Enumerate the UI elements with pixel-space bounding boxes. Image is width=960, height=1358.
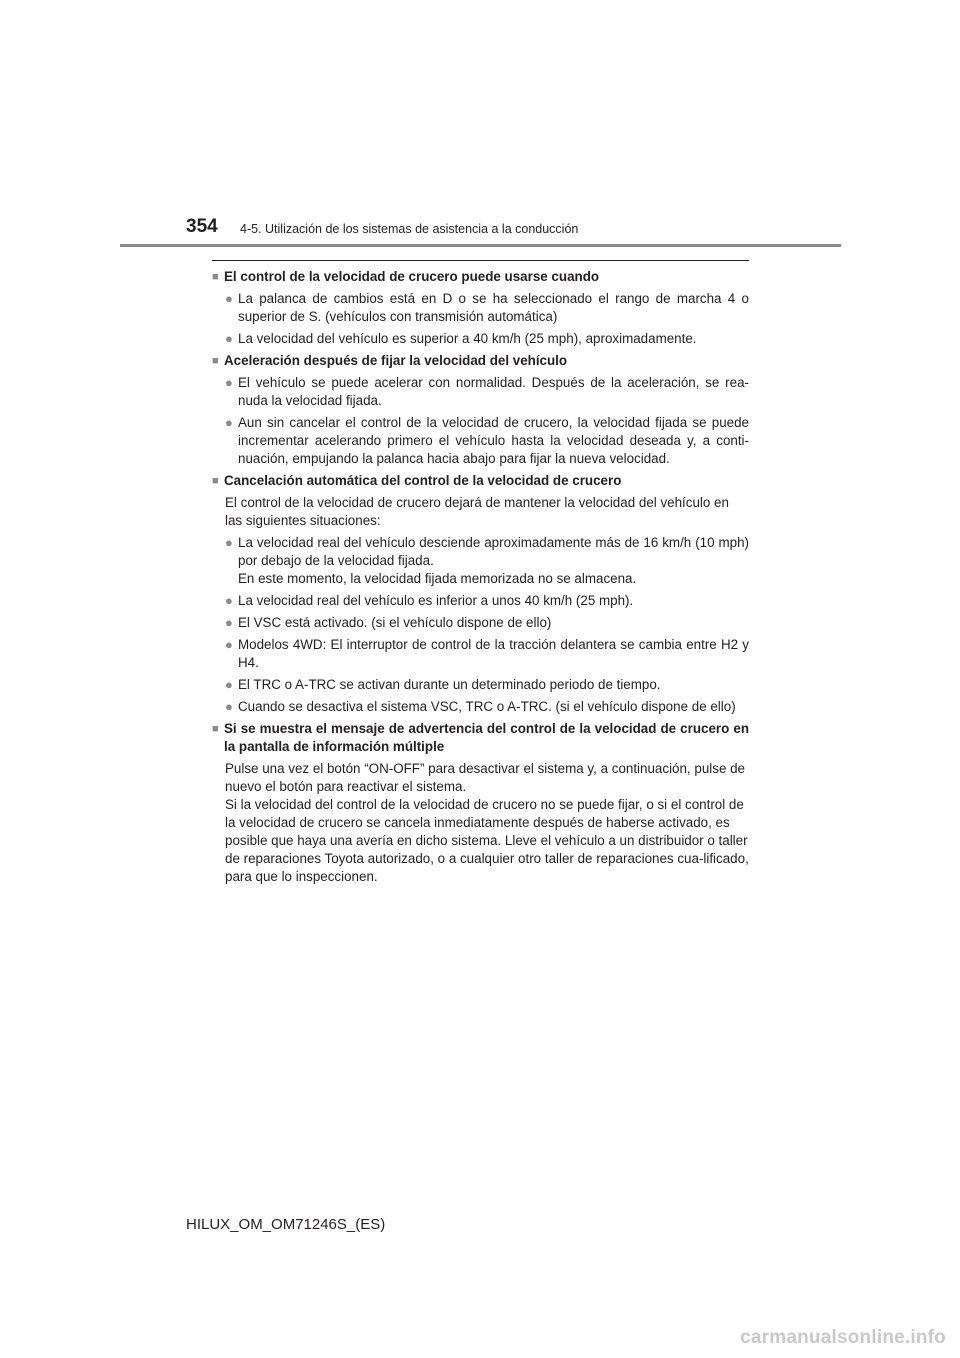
list-item [225,698,749,716]
square-bullet-icon: ■ [212,355,219,367]
item-text-line: En este momento, la velocidad fijada memorizada no se almacena. [238,571,637,586]
round-bullet-icon: ● [225,677,233,692]
round-bullet-icon: ● [225,593,233,608]
round-bullet-icon: ● [225,415,233,430]
section-intro: El control de la velocidad de crucero dejará de mantener la velocidad del vehículo en las siguientes situaciones: [225,495,729,528]
item-text: Cuando se desactiva el sistema VSC, TRC o A-TRC. (si el vehículo dispone de ello) [238,699,736,714]
list-item [225,414,749,468]
square-bullet-icon: ■ [212,271,219,283]
list-item [225,374,749,410]
list-item [225,534,749,588]
heading-text: Si se muestra el mensaje de advertencia del control de la velocidad de crucero en la pantalla de información múltiple [224,721,749,754]
page-content [212,268,749,890]
section-title: 4-5. Utilización de los sistemas de asistencia a la conducción [240,222,579,236]
square-bullet-icon: ■ [212,475,219,487]
list-item [225,290,749,326]
document-code: HILUX_OM_OM71246S_(ES) [186,1216,386,1233]
round-bullet-icon: ● [225,637,233,652]
item-text: La palanca de cambios está en D o se ha seleccionado el rango de marcha 4 o superior de S. (vehículos con transmisión automática) [238,291,749,324]
item-text [238,534,749,588]
item-text: Aun sin cancelar el control de la velocidad de crucero, la velocidad fijada se puede incrementar acelerando primero el vehículo hasta la velocidad deseada y, a conti-nuación, empujando la palanca hacia abajo para fijar la nueva velocidad. [238,415,749,466]
body-paragraph: Si la velocidad del control de la velocidad de crucero no se puede fijar, o si el control de la velocidad de crucero se cancela inmediatamente después de haberse activado, es posible que haya una avería en dicho sistema. Lleve el vehículo a un distribuidor o taller de reparaciones Toyota autorizado, o a cualquier otro taller de reparaciones cua-lificado, para que lo inspeccionen. [225,797,749,884]
list-item [225,676,749,694]
page-number: 354 [186,216,218,237]
body-paragraph: Pulse una vez el botón “ON-OFF” para desactivar el sistema y, a continuación, pulse de nuevo el botón para reactivar el sistema. [225,761,746,794]
header-divider [120,244,841,247]
item-text: El vehículo se puede acelerar con normalidad. Después de la aceleración, se rea-nuda la velocidad fijada. [238,375,749,408]
round-bullet-icon: ● [225,375,233,390]
item-text: La velocidad real del vehículo es inferior a unos 40 km/h (25 mph). [238,593,634,608]
content-divider [212,260,749,261]
round-bullet-icon: ● [225,699,233,714]
round-bullet-icon: ● [225,291,233,306]
heading-text: Cancelación automática del control de la velocidad de crucero [224,473,622,488]
round-bullet-icon: ● [225,535,233,550]
list-item [225,636,749,672]
section-heading [212,352,749,370]
section-heading [212,472,749,490]
item-text: El VSC está activado. (si el vehículo dispone de ello) [238,615,552,630]
round-bullet-icon: ● [225,331,233,346]
section-body [225,760,749,886]
heading-text: El control de la velocidad de crucero puede usarse cuando [224,269,600,284]
list-item [225,330,749,348]
item-text: El TRC o A-TRC se activan durante un determinado periodo de tiempo. [238,677,661,692]
square-bullet-icon: ■ [212,723,219,735]
item-text-line: La velocidad real del vehículo desciende aproximadamente más de 16 km/h (10 mph) por debajo de la velocidad fijada. [238,535,749,568]
heading-text: Aceleración después de fijar la velocidad del vehículo [224,353,568,368]
list-item [225,614,749,632]
section-heading [212,268,749,286]
watermark: carmanualsonline.info [740,1327,946,1348]
section-heading [212,720,749,756]
item-text: Modelos 4WD: El interruptor de control de la tracción delantera se cambia entre H2 y H4. [238,637,749,670]
item-text: La velocidad del vehículo es superior a 40 km/h (25 mph), aproximadamente. [238,331,697,346]
list-item [225,592,749,610]
round-bullet-icon: ● [225,615,233,630]
